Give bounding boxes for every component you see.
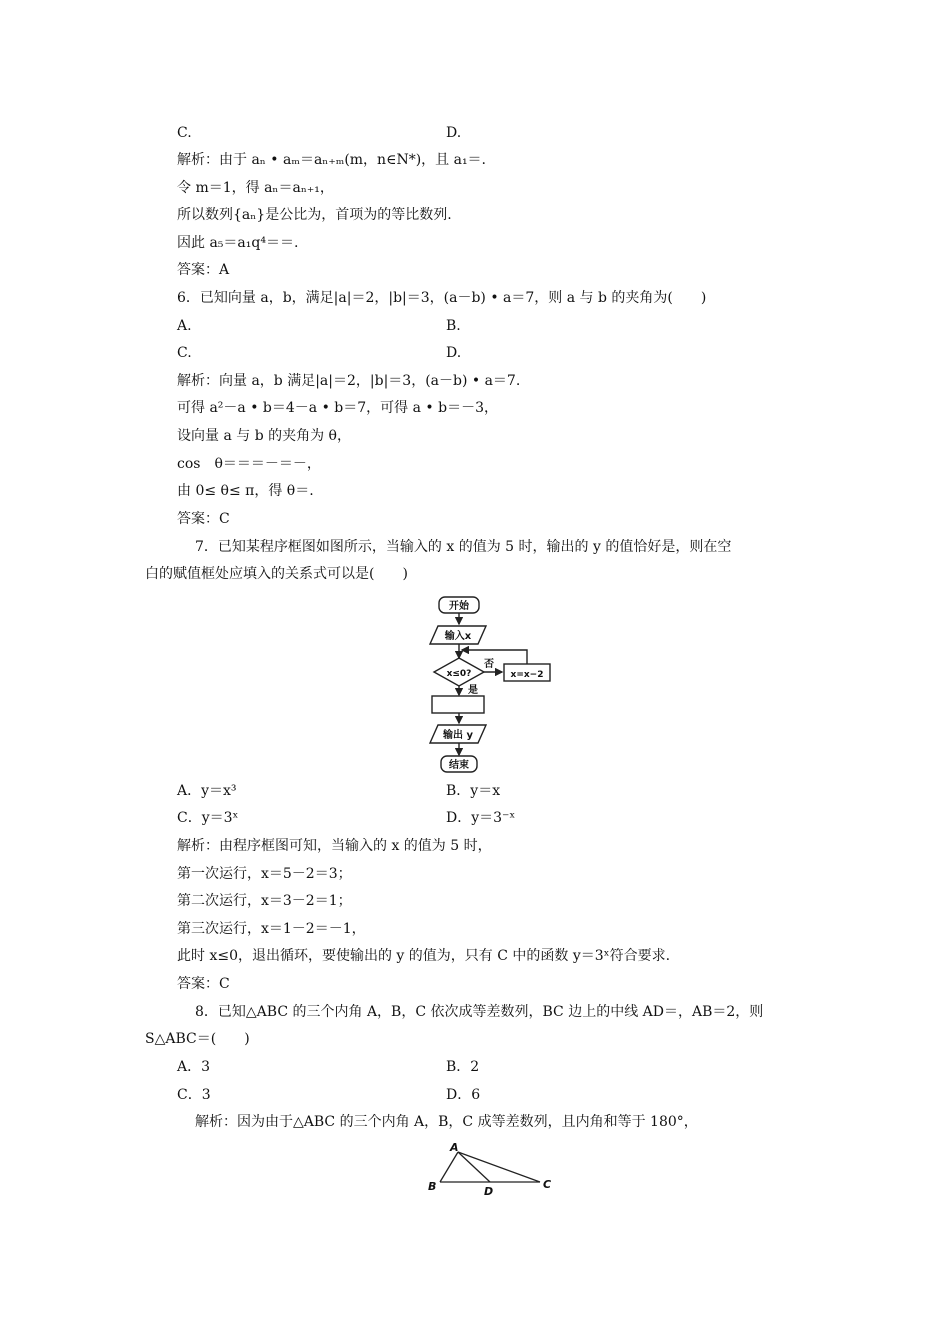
flow-output: 输出 y bbox=[443, 730, 473, 741]
answer-line: 答案：C bbox=[177, 511, 230, 527]
solution-line: 解析：向量 a，b 满足|a|＝2，|b|＝3，(a－b) • a＝7. bbox=[177, 373, 521, 389]
vertex-b-label: B bbox=[428, 1180, 437, 1193]
flow-yes-label: 是 bbox=[468, 685, 478, 696]
option-d: D．y＝3⁻ˣ bbox=[446, 810, 516, 826]
solution-line: 由 0≤ θ≤ π，得 θ＝. bbox=[177, 483, 314, 499]
flow-end: 结束 bbox=[449, 760, 469, 771]
solution-line: cos θ＝＝＝－＝－， bbox=[177, 456, 321, 472]
flow-start: 开始 bbox=[449, 601, 469, 612]
question-6: 6．已知向量 a，b，满足|a|＝2，|b|＝3，(a－b) • a＝7，则 a 与 b 的夹角为( ) bbox=[177, 290, 707, 306]
solution-line: 解析：由程序框图可知，当输入的 x 的值为 5 时， bbox=[177, 838, 492, 854]
solution-line: 解析：因为由于△ABC 的三个内角 A，B，C 成等差数列，且内角和等于 180°， bbox=[195, 1114, 698, 1130]
answer-line: 答案：C bbox=[177, 976, 230, 992]
solution-line: 第二次运行，x＝3－2＝1； bbox=[177, 893, 352, 909]
option-a: A．y＝x³ bbox=[177, 783, 237, 799]
solution-line: 设向量 a 与 b 的夹角为 θ， bbox=[177, 428, 351, 444]
solution-line: 此时 x≤0，退出循环，要使输出的 y 的值为，只有 C 中的函数 y＝3ˣ符合要求. bbox=[177, 948, 671, 964]
question-7-cont: 白的赋值框处应填入的关系式可以是( ) bbox=[145, 566, 408, 582]
option-c: C．y＝3ˣ bbox=[177, 810, 239, 826]
question-8-cont: S△ABC＝( ) bbox=[145, 1031, 250, 1047]
solution-line: 第一次运行，x＝5－2＝3； bbox=[177, 866, 352, 882]
option-c: C．3 bbox=[177, 1087, 211, 1103]
solution-line: 所以数列{aₙ}是公比为，首项为的等比数列. bbox=[177, 207, 452, 223]
option-d: D. bbox=[446, 125, 462, 141]
flowchart-diagram bbox=[420, 592, 560, 777]
vertex-c-label: C bbox=[543, 1178, 552, 1191]
option-b: B．y＝x bbox=[446, 783, 501, 799]
question-7: 7．已知某程序框图如图所示，当输入的 x 的值为 5 时，输出的 y 的值恰好是，则在空 bbox=[195, 539, 732, 555]
answer-line: 答案：A bbox=[177, 262, 230, 278]
flow-no-label: 否 bbox=[484, 659, 494, 670]
solution-line: 因此 a₅＝a₁q⁴＝＝. bbox=[177, 235, 299, 251]
solution-line: 令 m＝1，得 aₙ＝aₙ₊₁， bbox=[177, 180, 334, 196]
vertex-a-label: A bbox=[450, 1141, 459, 1154]
solution-line: 解析：由于 aₙ • aₘ＝aₙ₊ₘ(m，n∈N*)，且 a₁＝. bbox=[177, 152, 487, 168]
option-c: C. bbox=[177, 125, 192, 141]
midpoint-d-label: D bbox=[484, 1185, 494, 1195]
option-d: D．6 bbox=[446, 1087, 481, 1103]
flow-assign: x=x−2 bbox=[510, 670, 544, 680]
option-a: A. bbox=[177, 318, 192, 334]
flow-condition: x≤0? bbox=[446, 669, 472, 679]
option-b: B. bbox=[446, 318, 461, 334]
option-b: B．2 bbox=[446, 1059, 480, 1075]
solution-line: 第三次运行，x＝1－2＝－1， bbox=[177, 921, 366, 937]
solution-line: 可得 a²－a • b＝4－a • b＝7，可得 a • b＝－3， bbox=[177, 400, 498, 416]
option-c: C. bbox=[177, 345, 192, 361]
option-d: D. bbox=[446, 345, 462, 361]
flow-input: 输入x bbox=[444, 631, 472, 642]
question-8: 8．已知△ABC 的三个内角 A，B，C 依次成等差数列，BC 边上的中线 AD＝，AB＝2，则 bbox=[195, 1004, 764, 1020]
option-a: A．3 bbox=[177, 1059, 211, 1075]
triangle-diagram bbox=[420, 1140, 560, 1195]
